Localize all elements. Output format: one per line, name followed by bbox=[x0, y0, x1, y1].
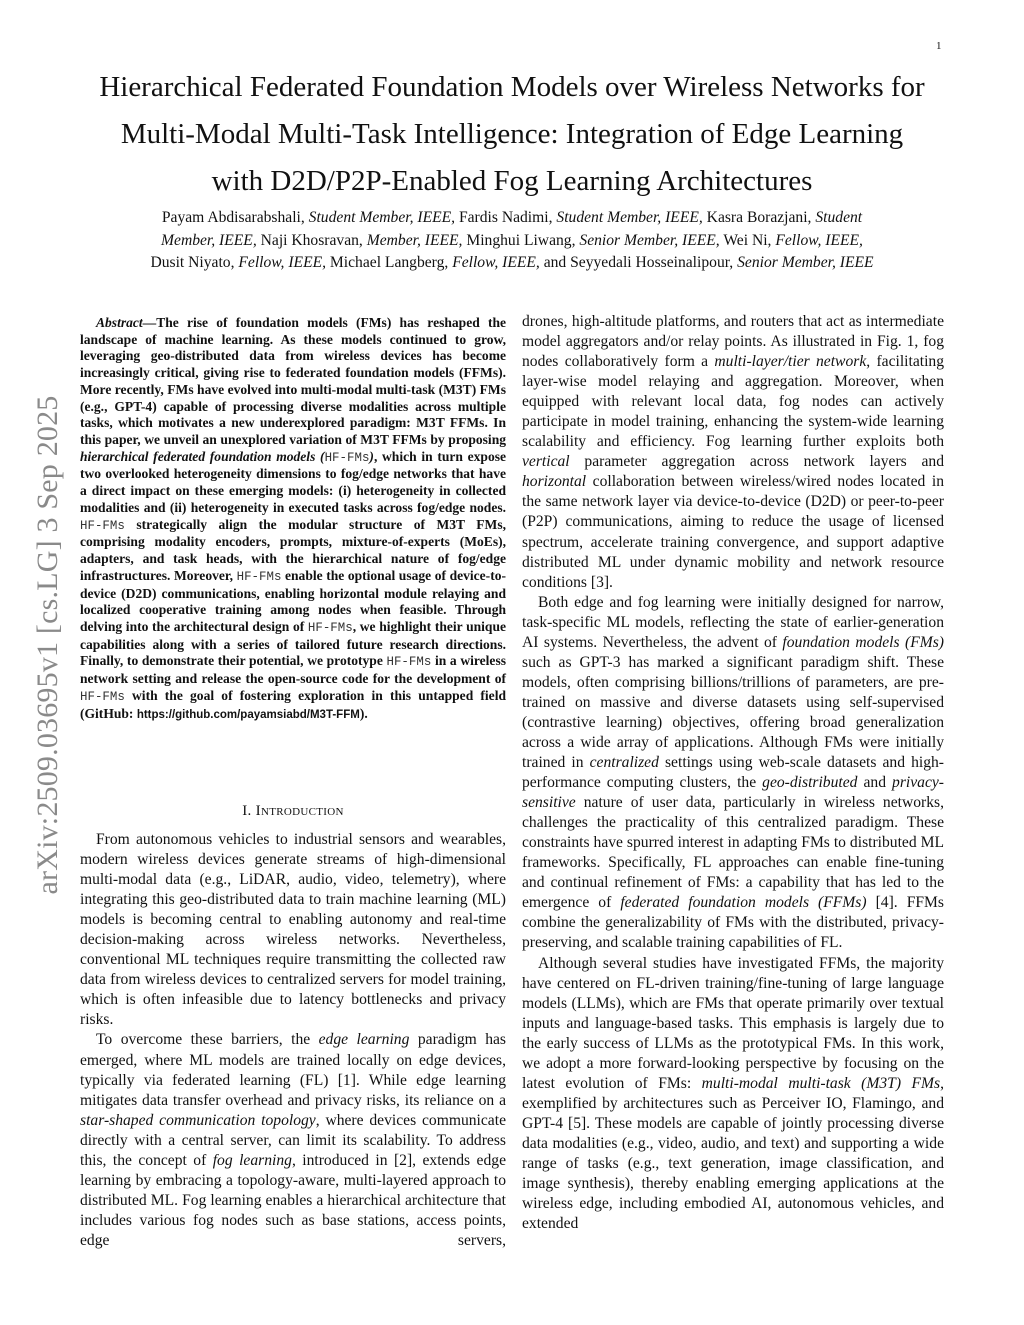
text-run: Both edge and fog learning were initially designed for narrow, task-specific ML models, reflecting the state of earlier-generation AI systems. Nevertheless, the advent of bbox=[522, 593, 944, 651]
text-run: horizontal bbox=[522, 473, 587, 491]
author-list bbox=[78, 207, 946, 275]
paper-title bbox=[40, 64, 984, 205]
text-run: Fellow, IEEE, bbox=[452, 254, 540, 271]
text-run: Minghui Liwang, bbox=[462, 231, 580, 249]
text-run: parameter aggregation across network layers and bbox=[569, 453, 944, 471]
code-term: HF-FMs bbox=[386, 655, 432, 670]
text-run: settings using web-scale datasets and high-performance computing clusters, the bbox=[522, 754, 944, 792]
right-column-body bbox=[522, 312, 944, 1234]
text-run: Payam Abdisarabshali, bbox=[161, 209, 309, 226]
page-number: 1 bbox=[936, 40, 942, 52]
text-run: edge learning bbox=[318, 1031, 410, 1049]
section-number: I. bbox=[242, 803, 256, 819]
paragraph bbox=[522, 954, 944, 1235]
author-line bbox=[78, 252, 946, 275]
text-run: , where devices communicate directly with a central server, can limit its scalability. To address this, the concept of bbox=[80, 1111, 506, 1169]
paragraph bbox=[522, 593, 944, 954]
text-run: Student Member, IEEE, bbox=[308, 209, 456, 226]
text-run: ( bbox=[315, 448, 325, 464]
github-link[interactable]: https://github.com/payamsiabd/M3T-FFM bbox=[136, 708, 360, 721]
text-run: Although several studies have investigated FFMs, the majority have centered on FL-driven training/fine-tuning of large language models (LLMs), which are FMs that operate primarily over textual inputs and language-based tasks. This emphasis is largely due to the early success of LLMs as the prototypical FMs. In this work, we adopt a more forward-looking perspective by focusing on the latest evolution of FMs: bbox=[522, 954, 944, 1092]
author-line bbox=[78, 207, 946, 230]
title-line: Multi-Modal Multi-Task Intelligence: Integration of Edge Learning bbox=[120, 118, 904, 150]
text-run: Wei Ni, bbox=[719, 231, 776, 249]
text-run: Student bbox=[815, 209, 863, 226]
paragraph bbox=[522, 312, 944, 593]
text-run: centralized bbox=[589, 754, 659, 772]
text-run: Member, IEEE, bbox=[161, 231, 257, 249]
text-run: star-shaped communication topology bbox=[80, 1111, 316, 1129]
paragraph bbox=[80, 1030, 506, 1251]
code-term: HF-FMs bbox=[80, 518, 125, 533]
code-term: HF-FMs bbox=[236, 569, 282, 584]
text-run: multi-modal multi-task (M3T) FMs bbox=[701, 1074, 941, 1092]
text-run: drones, high-altitude platforms, and routers that act as intermediate model aggregators and/or relay points. As illustrated in Fig. 1, fog nodes collaboratively form a bbox=[522, 313, 944, 371]
text-run: federated foundation models (FFMs) bbox=[620, 894, 867, 912]
author-line bbox=[78, 230, 946, 253]
code-term: HF-FMs bbox=[80, 689, 125, 704]
text-run: vertical bbox=[522, 453, 570, 471]
text-run: Senior Member, IEEE bbox=[737, 254, 874, 271]
text-run: with the goal of fostering exploration in this untapped field (GitHub: bbox=[80, 687, 506, 721]
text-run: , introduced in [2], extends edge learning by embracing a topology-aware, multi-layered approach to distributed ML. Fog learning enables a hierarchical architecture that includes various fog nodes such as base stations, access points, edge servers, bbox=[80, 1151, 506, 1249]
text-run: geo-distributed bbox=[762, 774, 858, 792]
text-run: ). bbox=[359, 705, 368, 721]
paragraph bbox=[80, 830, 506, 1030]
text-run: , which in turn expose two overlooked heterogeneity dimensions to fog/edge networks that have a direct impact on these emerging models: (i) heterogeneity in collected modalities and (ii) heterogeneity in executed tasks across fog/edge nodes. bbox=[80, 448, 507, 515]
abstract bbox=[80, 315, 506, 723]
text-run: collaboration between wireless/wired nodes located in the same network layer via device-to-device (D2D) or peer-to-peer (P2P) communications, aiming to reduce the usage of licensed spectrum, accelerate training convergence, and support adaptive distributed ML under dynamic mobility and network resource conditions [3]. bbox=[522, 473, 944, 591]
left-column-body bbox=[80, 830, 506, 1251]
text-run: Dusit Niyato, bbox=[150, 254, 239, 271]
text-run: privacy-sensitive bbox=[522, 774, 944, 812]
text-run: Fellow, IEEE, bbox=[238, 254, 327, 271]
text-run: [4]. FFMs combine the generalizability of FMs with the distributed, privacy-preserving, and scalable training capabilities of FL. bbox=[522, 894, 944, 952]
text-run: strategically align the modular structure of M3T FMs, comprising modality encoders, prompts, mixture-of-experts (MoEs), adapters, and task heads, with the hierarchical nature of fog/edge infrastructures. Moreover, bbox=[80, 516, 506, 583]
arxiv-identifier: arXiv:2509.03695v1 [cs.LG] 3 Sep 2025 bbox=[31, 395, 64, 895]
text-run: foundation models (FMs) bbox=[782, 633, 944, 651]
text-run: such as GPT-3 has marked a significant paradigm shift. These models, often comprising billions/trillions of parameters, are pre-trained on massive and diverse datasets using self-supervised (contrastive learning) objectives, offering broad generalization across a wide array of applications. Although FMs were initially trained in bbox=[522, 653, 944, 772]
text-run: Fardis Nadimi, bbox=[455, 209, 557, 226]
text-run: Member, IEEE, bbox=[366, 231, 463, 249]
text-run: paradigm has emerged, where ML models are trained locally on edge devices, typically via federated learning (FL) [1]. While edge learning mitigates data transfer overhead and privacy risks, its reliance on a bbox=[80, 1031, 506, 1109]
text-run: To overcome these barriers, the bbox=[96, 1031, 319, 1049]
code-term: HF-FMs bbox=[307, 620, 353, 635]
text-run: , facilitating layer-wise model relaying and aggregation. Moreover, when equipped with relevant local data, fog nodes can actively participate in model training, enhancing the system-wide learning scalability and efficiency. Fog learning further exploits both bbox=[522, 353, 945, 451]
text-run: Student Member, IEEE, bbox=[556, 209, 703, 226]
text-run: in a wireless network setting and release the open-source code for the development of bbox=[80, 653, 506, 687]
text-run: and bbox=[857, 774, 893, 792]
title-line: with D2D/P2P-Enabled Fog Learning Architectures bbox=[211, 165, 813, 197]
text-run: Abstract bbox=[96, 315, 143, 330]
text-run: —The rise of foundation models (FMs) has reshaped the landscape of machine learning. As these models continued to grow, leveraging geo-distributed data from wireless devices has become increasingly critical, giving rise to federated foundation models (FFMs). More recently, FMs have evolved into multi-modal multi-task (M3T) FMs (e.g., GPT-4) capable of processing diverse modalities across multiple tasks, which motivates a new underexplored paradigm: M3T FFMs. In this paper, we unveil an unexplored variation of M3T FFMs by proposing bbox=[80, 315, 506, 448]
text-run: enable the optional usage of device-to-device (D2D) communications, enabling horizontal module relaying and localized cooperative training among nodes when feasible. Through delving into the architectural design of bbox=[80, 567, 506, 634]
text-run: Naji Khosravan, bbox=[256, 231, 367, 249]
text-run: hierarchical federated foundation models bbox=[80, 448, 316, 464]
text-run: From autonomous vehicles to industrial sensors and wearables, modern wireless devices generate streams of high-dimensional multi-modal data (e.g., LiDAR, audio, video, telemetry), where integrating this geo-distributed data to train machine learning (ML) models is becoming central to enabling autonomy and real-time decision-making across wireless networks. Nevertheless, conventional ML techniques require transmitting the collected raw data from wireless devices to centralized servers for model training, which is often infeasible due to latency bottlenecks and privacy risks. bbox=[80, 831, 506, 1029]
abstract-text bbox=[80, 315, 506, 723]
code-term: HF-FMs bbox=[324, 450, 370, 465]
text-run: Kasra Borazjani, bbox=[702, 209, 816, 226]
text-run: , we highlight their unique capabilities along with a series of tailored future research directions. Finally, to demonstrate their potential, we prototype bbox=[80, 618, 506, 669]
section-title: Introduction bbox=[255, 803, 344, 819]
text-run: multi-layer/tier network bbox=[714, 353, 867, 371]
section-heading-introduction bbox=[80, 803, 506, 820]
text-run: , exemplified by architectures such as Perceiver IO, Flamingo, and GPT-4 [5]. These models are capable of jointly processing diverse data modalities (e.g., video, audio, and text) and supporting a wide range of tasks (e.g., text generation, image classification, and image synthesis), thereby enabling emerging applications at the wireless edge, including embodied AI, autonomous vehicles, and extended bbox=[522, 1074, 944, 1233]
text-run: fog learning bbox=[212, 1151, 292, 1169]
title-line: Hierarchical Federated Foundation Models over Wireless Networks for bbox=[99, 71, 925, 103]
text-run: Senior Member, IEEE, bbox=[579, 231, 720, 249]
text-run: nature of user data, particularly in wireless networks, challenges the practicality of this centralized paradigm. These constraints have spurred interest in adapting FMs to distributed ML frameworks. Specifically, FL approaches can enable fine-tuning and continual refinement of FMs: a capability that has led to the emergence of bbox=[522, 794, 944, 912]
text-run: ) bbox=[369, 448, 374, 464]
text-run: Michael Langberg, bbox=[326, 254, 453, 271]
text-run: Fellow, IEEE, bbox=[775, 231, 863, 249]
text-run: and Seyyedali Hosseinalipour, bbox=[539, 254, 738, 271]
